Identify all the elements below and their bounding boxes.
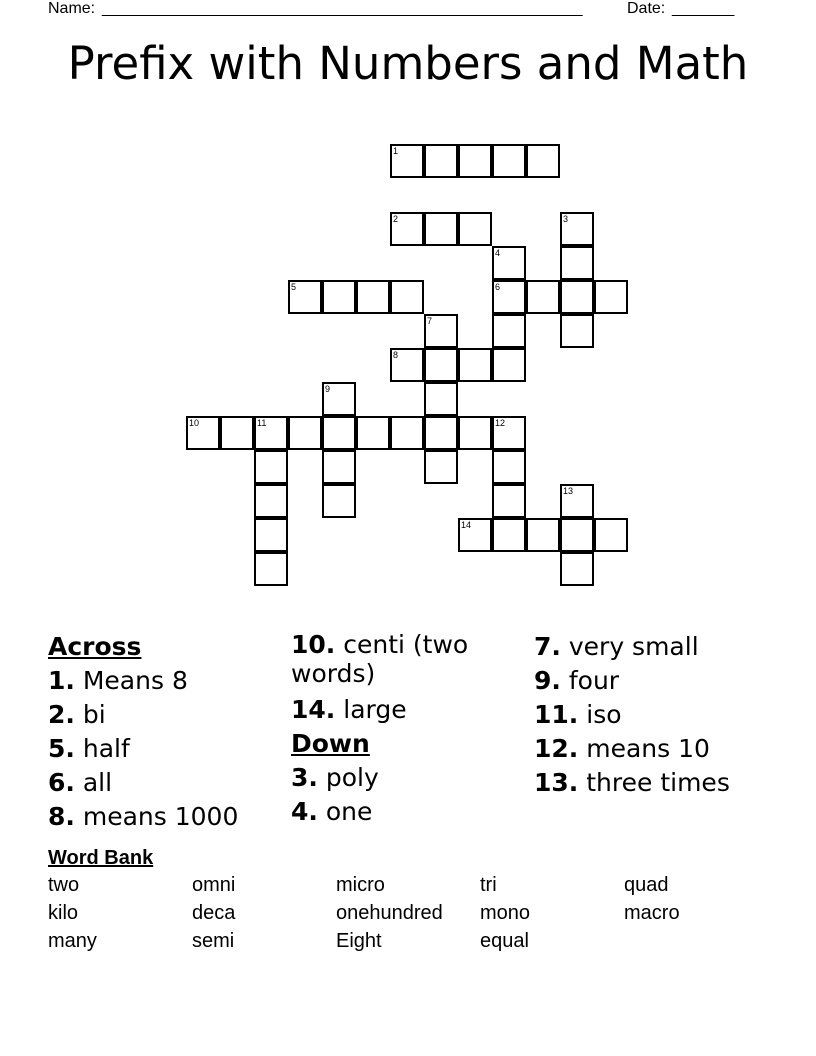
cell-number: 11 — [257, 418, 267, 428]
crossword-cell[interactable] — [492, 450, 526, 484]
crossword-cell[interactable] — [322, 416, 356, 450]
cell-number: 9 — [325, 384, 331, 394]
crossword-cell[interactable] — [560, 246, 594, 280]
crossword-cell[interactable] — [492, 280, 526, 314]
cell-number: 4 — [495, 248, 501, 258]
crossword-cell[interactable] — [560, 212, 594, 246]
crossword-cell[interactable] — [492, 144, 526, 178]
clue-down-4: 4. one — [291, 797, 373, 826]
word-bank-item: quad — [624, 874, 669, 896]
crossword-cell[interactable] — [560, 552, 594, 586]
date-line: _______ — [672, 0, 735, 17]
clue-down-9: 9. four — [534, 666, 620, 695]
word-bank-item: Eight — [336, 930, 382, 952]
cell-number: 12 — [495, 418, 506, 428]
crossword-cell[interactable] — [424, 450, 458, 484]
cell-number: 6 — [495, 282, 501, 292]
crossword-cell[interactable] — [424, 212, 458, 246]
crossword-cell[interactable] — [254, 450, 288, 484]
clue-column-3 — [534, 630, 764, 800]
crossword-cell[interactable] — [492, 518, 526, 552]
word-bank-item: deca — [192, 902, 236, 924]
clue-column-2 — [291, 630, 521, 829]
clue-down-3: 3. poly — [291, 763, 379, 792]
crossword-cell[interactable] — [458, 518, 492, 552]
word-bank-item: macro — [624, 902, 680, 924]
cell-number: 14 — [461, 520, 472, 530]
crossword-cell[interactable] — [526, 518, 560, 552]
cell-number: 13 — [563, 486, 574, 496]
clue-across-2: 2. bi — [48, 700, 106, 729]
word-bank-item: omni — [192, 874, 236, 896]
crossword-cell[interactable] — [492, 348, 526, 382]
crossword-cell[interactable] — [424, 314, 458, 348]
clue-down-13: 13. three times — [534, 768, 730, 797]
clue-down-12: 12. means 10 — [534, 734, 710, 763]
date-label: Date: — [627, 0, 666, 17]
clue-across-5: 5. half — [48, 734, 130, 763]
clue-across-6: 6. all — [48, 768, 113, 797]
cell-number: 2 — [393, 214, 399, 224]
crossword-cell[interactable] — [458, 348, 492, 382]
crossword-cell[interactable] — [526, 280, 560, 314]
crossword-cell[interactable] — [322, 382, 356, 416]
clue-across-8: 8. means 1000 — [48, 802, 239, 831]
crossword-cell[interactable] — [254, 484, 288, 518]
page-title: Prefix with Numbers and Math — [67, 37, 749, 90]
word-bank-item: many — [48, 930, 97, 952]
crossword-cell[interactable] — [288, 280, 322, 314]
word-bank-item: tri — [480, 874, 497, 896]
cell-number: 10 — [189, 418, 200, 428]
word-bank-item: kilo — [48, 902, 79, 924]
word-bank-item: onehundred — [336, 902, 443, 924]
crossword-cell[interactable] — [594, 280, 628, 314]
crossword-cell[interactable] — [186, 416, 220, 450]
crossword-cell[interactable] — [458, 212, 492, 246]
crossword-cell[interactable] — [390, 416, 424, 450]
clue-across-14: 14. large — [291, 695, 407, 724]
crossword-cell[interactable] — [594, 518, 628, 552]
cell-number: 1 — [393, 146, 399, 156]
word-bank-item: two — [48, 874, 80, 896]
crossword-cell[interactable] — [390, 348, 424, 382]
word-bank — [48, 845, 768, 961]
crossword-cell[interactable] — [254, 552, 288, 586]
word-bank-item: mono — [480, 902, 531, 924]
across-heading: Across — [48, 632, 142, 661]
word-bank-list — [48, 871, 768, 961]
crossword-cell[interactable] — [390, 212, 424, 246]
crossword-cell[interactable] — [526, 144, 560, 178]
cell-number: 7 — [427, 316, 433, 326]
crossword-cell[interactable] — [254, 416, 288, 450]
cell-number: 3 — [563, 214, 569, 224]
crossword-cell[interactable] — [492, 314, 526, 348]
crossword-cell[interactable] — [560, 518, 594, 552]
cell-number: 8 — [393, 350, 399, 360]
crossword-cell[interactable] — [458, 144, 492, 178]
crossword-cell[interactable] — [356, 280, 390, 314]
word-bank-item: semi — [192, 930, 235, 952]
crossword-cell[interactable] — [560, 280, 594, 314]
crossword-cell[interactable] — [254, 518, 288, 552]
crossword-cell[interactable] — [560, 484, 594, 518]
crossword-cell[interactable] — [458, 416, 492, 450]
crossword-cell[interactable] — [492, 246, 526, 280]
crossword-cell[interactable] — [424, 382, 458, 416]
crossword-cell[interactable] — [322, 450, 356, 484]
crossword-cell[interactable] — [424, 348, 458, 382]
crossword-cell[interactable] — [390, 280, 424, 314]
crossword-cell[interactable] — [322, 280, 356, 314]
crossword-cell[interactable] — [220, 416, 254, 450]
clue-across-10: 10. centi (two words) — [291, 630, 469, 688]
crossword-cell[interactable] — [288, 416, 322, 450]
crossword-cell[interactable] — [390, 144, 424, 178]
clue-across-1: 1. Means 8 — [48, 666, 188, 695]
cell-number: 5 — [291, 282, 297, 292]
crossword-cell[interactable] — [492, 484, 526, 518]
crossword-cell[interactable] — [492, 416, 526, 450]
clue-down-11: 11. iso — [534, 700, 622, 729]
crossword-cell[interactable] — [424, 144, 458, 178]
clue-down-7: 7. very small — [534, 632, 699, 661]
word-bank-heading: Word Bank — [48, 847, 154, 869]
name-label: Name: — [48, 0, 96, 17]
clue-column-1 — [48, 630, 278, 834]
crossword-cell[interactable] — [560, 314, 594, 348]
down-heading: Down — [291, 729, 370, 758]
word-bank-item: micro — [336, 874, 385, 896]
name-line: ______________________________________________________ — [102, 0, 583, 17]
word-bank-item: equal — [480, 930, 529, 952]
crossword-cell[interactable] — [322, 484, 356, 518]
crossword-cell[interactable] — [356, 416, 390, 450]
crossword-cell[interactable] — [424, 416, 458, 450]
